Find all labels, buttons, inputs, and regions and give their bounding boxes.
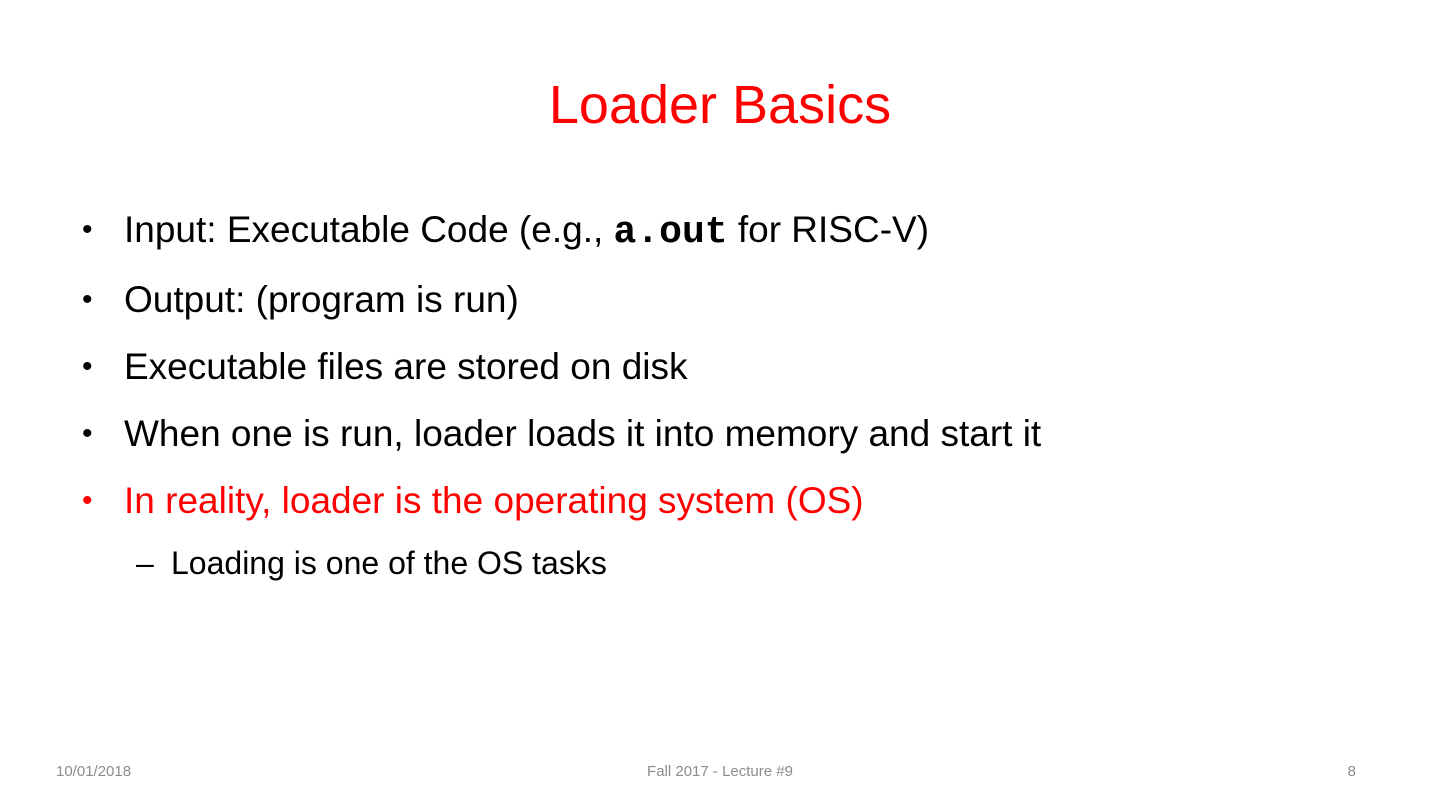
bullet-dot-icon: • bbox=[82, 283, 93, 316]
bullet-list bbox=[82, 196, 1382, 592]
bullet-dot-icon: • bbox=[82, 350, 93, 383]
bullet-item bbox=[82, 196, 1382, 266]
bullet-item bbox=[82, 400, 1382, 467]
bullet-code: a.out bbox=[613, 211, 728, 254]
sub-bullet-text: Loading is one of the OS tasks bbox=[171, 545, 607, 581]
bullet-text-prefix: Input: Executable Code (e.g., bbox=[124, 209, 614, 250]
sub-bullet-item bbox=[82, 534, 1382, 592]
bullet-item bbox=[82, 266, 1382, 333]
bullet-dot-icon: • bbox=[82, 484, 93, 517]
bullet-text: In reality, loader is the operating system (OS) bbox=[124, 480, 864, 521]
bullet-dot-icon: • bbox=[82, 213, 93, 246]
bullet-item-highlight bbox=[82, 467, 1382, 534]
bullet-item bbox=[82, 333, 1382, 400]
bullet-text: When one is run, loader loads it into memory and start it bbox=[124, 413, 1042, 454]
footer-lecture: Fall 2017 - Lecture #9 bbox=[647, 763, 793, 780]
bullet-text-suffix: for RISC-V) bbox=[727, 209, 930, 250]
sub-bullet-dash-icon: – bbox=[136, 545, 154, 581]
bullet-dot-icon: • bbox=[82, 417, 93, 450]
bullet-text: Executable files are stored on disk bbox=[124, 346, 688, 387]
bullet-text: Output: (program is run) bbox=[124, 279, 519, 320]
slide-title: Loader Basics bbox=[548, 75, 892, 135]
footer-page-number: 8 bbox=[1347, 763, 1356, 780]
footer-date: 10/01/2018 bbox=[56, 763, 132, 780]
